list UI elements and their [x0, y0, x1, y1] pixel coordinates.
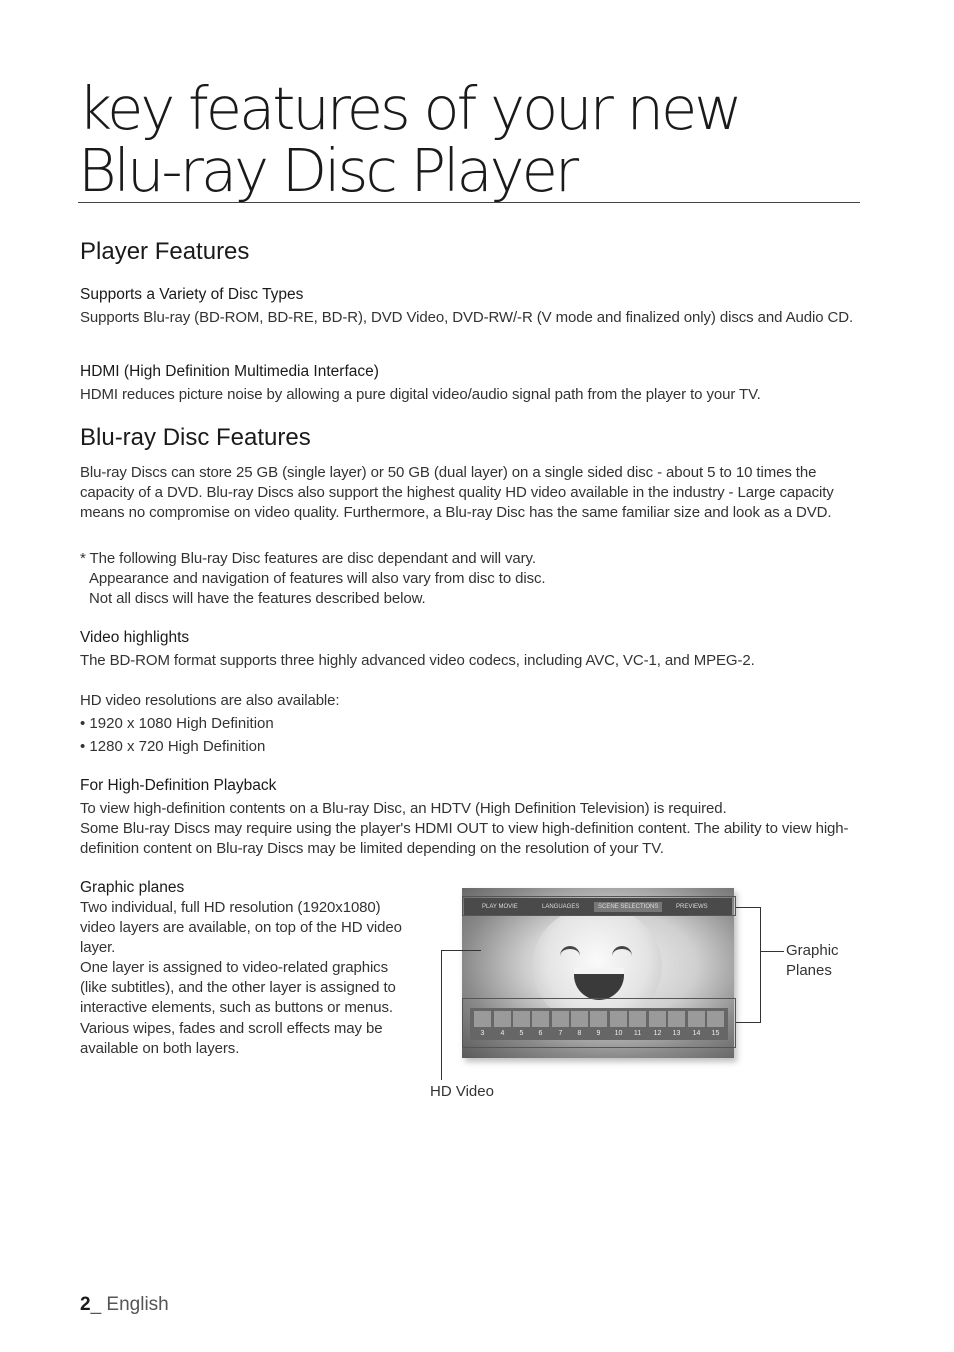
menu-previews: PREVIEWS	[676, 904, 708, 910]
page-title	[78, 74, 860, 205]
title-line-2: Blu-ray Disc Player	[78, 136, 577, 205]
menu-languages: LANGUAGES	[542, 904, 580, 910]
bullet-1280: • 1280 x 720 High Definition	[80, 738, 266, 755]
hd-playback-text-2: Some Blu-ray Discs may require using the player's HDMI OUT to view high-definition content. The ability to view high-definition content on Blu-ray Discs may be limited depending on the resolution of your TV.	[80, 820, 849, 858]
bluray-features-heading: Blu-ray Disc Features	[80, 424, 311, 451]
bluray-intro-text: Blu-ray Discs can store 25 GB (single layer) or 50 GB (dual layer) on a single sided disc - about 5 to 10 times the capacity of a DVD. Blu-ray Discs also support the highest quality HD video available in the industry - Large capacity means no compromise on video quality. Furthermore, a Blu-ray Disc has the same familiar size and look as a DVD.	[80, 464, 834, 522]
scene-number: 10	[614, 1030, 623, 1037]
menu-play-movie: PLAY MOVIE	[482, 904, 518, 910]
scene-number: 12	[653, 1030, 662, 1037]
graphic-planes-text-2: One layer is assigned to video-related graphics (like subtitles), and the other layer is assigned to interactive elements, such as buttons or menus. Various wipes, fades and scroll effects may be available on both layers.	[80, 959, 396, 1057]
graphic-planes-text-1: Two individual, full HD resolution (1920x1080) video layers are available, on top of the HD video layer.	[80, 899, 402, 957]
video-highlights-heading: Video highlights	[80, 629, 190, 646]
note-line-2: Appearance and navigation of features will also vary from disc to disc.	[89, 570, 546, 587]
scene-number: 14	[692, 1030, 701, 1037]
hd-playback-text-1: To view high-definition contents on a Blu-ray Disc, an HDTV (High Definition Television) is required.	[80, 800, 727, 817]
scene-number: 7	[558, 1030, 563, 1037]
note-line-3: Not all discs will have the features described below.	[89, 590, 426, 607]
graphic-plane-frame-top	[462, 896, 736, 916]
callout-line-video-v	[441, 950, 442, 1080]
scene-number: 9	[596, 1030, 601, 1037]
hdmi-text: HDMI reduces picture noise by allowing a pure digital video/audio signal path from the player to your TV.	[80, 386, 761, 403]
page-footer	[80, 1294, 169, 1316]
player-features-heading: Player Features	[80, 238, 250, 265]
page-number: 2	[80, 1294, 91, 1315]
resolutions-intro: HD video resolutions are also available:	[80, 692, 340, 709]
disc-types-heading: Supports a Variety of Disc Types	[80, 286, 304, 303]
hd-video-label: HD Video	[430, 1083, 494, 1100]
footer-language: _ English	[90, 1294, 169, 1315]
callout-line-video-h	[441, 950, 481, 951]
scene-number: 4	[500, 1030, 505, 1037]
callout-bracket	[760, 907, 761, 1023]
graphic-planes-figure	[462, 888, 734, 1058]
note-line-1: * The following Blu-ray Disc features are disc dependant and will vary.	[80, 550, 536, 567]
scene-number: 11	[633, 1030, 642, 1037]
scene-number: 3	[480, 1030, 485, 1037]
menu-scene-selections: SCENE SELECTIONS	[594, 902, 662, 912]
disc-types-text: Supports Blu-ray (BD-ROM, BD-RE, BD-R), DVD Video, DVD-RW/-R (V mode and finalized only) discs and Audio CD.	[80, 309, 854, 326]
scene-number: 6	[538, 1030, 543, 1037]
callout-line-bottom	[736, 1022, 760, 1023]
scene-number: 15	[711, 1030, 720, 1037]
scene-number: 8	[577, 1030, 582, 1037]
graphic-planes-label: Graphic Planes	[786, 942, 839, 979]
graphic-planes-heading: Graphic planes	[80, 879, 185, 896]
callout-line-graphic	[760, 951, 784, 952]
hd-playback-heading: For High-Definition Playback	[80, 777, 277, 794]
bullet-1920: • 1920 x 1080 High Definition	[80, 715, 274, 732]
video-highlights-text: The BD-ROM format supports three highly advanced video codecs, including AVC, VC-1, and MPEG-2.	[80, 652, 755, 669]
scene-number: 13	[672, 1030, 681, 1037]
graphic-plane-frame-bottom	[462, 998, 736, 1048]
scene-number: 5	[519, 1030, 524, 1037]
title-line-1: key features of your new	[78, 74, 740, 143]
hdmi-heading: HDMI (High Definition Multimedia Interface)	[80, 363, 379, 380]
callout-line-top	[736, 907, 760, 908]
